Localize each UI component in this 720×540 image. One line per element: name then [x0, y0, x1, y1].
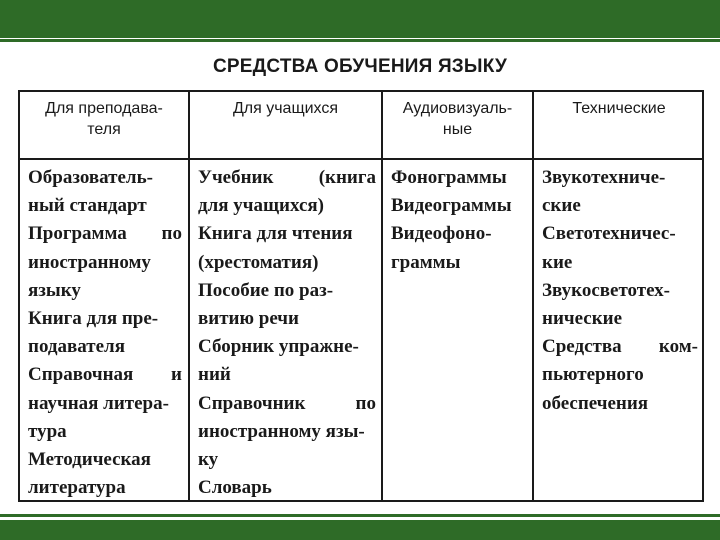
cell-line — [542, 192, 698, 220]
means-table — [18, 90, 704, 502]
cell-line — [542, 390, 698, 418]
cell-line — [198, 249, 376, 277]
cell-text: по — [355, 392, 376, 414]
cell-text: Справочная — [28, 364, 134, 386]
cell-text: ские — [542, 195, 581, 217]
column-teacher — [28, 164, 182, 502]
cell-text: (хрестоматия) — [198, 251, 319, 273]
cell-text: и — [171, 364, 182, 386]
cell-text: тура — [28, 420, 67, 442]
header-audiovisual — [383, 98, 532, 140]
top-green-band — [0, 0, 720, 44]
cell-text: Звукосветотех- — [542, 279, 671, 301]
cell-text: витию речи — [198, 308, 299, 330]
cell-text: научная литера- — [28, 392, 169, 414]
header-line: теля — [87, 121, 121, 138]
cell-line — [542, 164, 698, 192]
cell-line — [28, 474, 182, 502]
column-divider — [532, 92, 534, 500]
cell-line — [198, 305, 376, 333]
header-line: Для преподава- — [45, 100, 163, 117]
cell-text: Видеофоно- — [391, 223, 492, 245]
cell-text: ный стандарт — [28, 195, 147, 217]
column-divider — [381, 92, 383, 500]
cell-text: Сборник упражне- — [198, 336, 359, 358]
cell-line — [198, 220, 376, 248]
cell-text: ний — [198, 364, 231, 386]
cell-text: Образователь- — [28, 167, 153, 188]
header-line: Технические — [572, 100, 666, 117]
cell-line — [542, 220, 698, 248]
header-line: Аудиовизуаль- — [402, 100, 513, 117]
column-divider — [188, 92, 190, 500]
cell-line — [28, 333, 182, 361]
header-teacher — [20, 98, 188, 140]
cell-text: Средства — [542, 336, 622, 358]
cell-line — [198, 418, 376, 446]
cell-text: по — [161, 223, 182, 245]
cell-line — [198, 333, 376, 361]
cell-text: Справочник — [198, 392, 306, 414]
cell-line — [198, 474, 376, 502]
cell-line — [28, 361, 182, 389]
cell-line — [542, 277, 698, 305]
cell-text: (книга — [318, 167, 376, 188]
cell-line — [198, 192, 376, 220]
cell-text: Звукотехниче- — [542, 167, 666, 188]
cell-text: кие — [542, 251, 573, 273]
header-technical — [534, 98, 704, 119]
cell-line — [28, 305, 182, 333]
slide-title: СРЕДСТВА ОБУЧЕНИЯ ЯЗЫКУ — [213, 56, 507, 77]
header-line: Для учащихся — [232, 100, 339, 117]
cell-line — [28, 418, 182, 446]
cell-line — [28, 446, 182, 474]
cell-line — [198, 390, 376, 418]
cell-text: Методическая — [28, 449, 151, 471]
column-audiovisual — [391, 164, 529, 277]
cell-text: иностранному язы- — [198, 420, 365, 442]
cell-line — [542, 249, 698, 277]
cell-text: Словарь — [198, 477, 272, 499]
cell-text: Пособие по раз- — [198, 279, 334, 301]
cell-text: подавателя — [28, 336, 125, 358]
cell-line — [391, 220, 529, 248]
header-divider — [20, 158, 702, 160]
cell-text: Книга для пре- — [28, 308, 159, 330]
cell-text: Видеограммы — [391, 195, 512, 217]
cell-text: пьютерного — [542, 364, 644, 386]
cell-text: литература — [28, 477, 126, 499]
cell-text: для учащихся) — [198, 195, 324, 217]
cell-text: ком- — [658, 336, 698, 358]
cell-line — [28, 390, 182, 418]
cell-line — [391, 164, 529, 192]
cell-line — [198, 446, 376, 474]
cell-line — [28, 220, 182, 248]
cell-line — [542, 305, 698, 333]
column-technical — [542, 164, 698, 418]
cell-line — [198, 361, 376, 389]
cell-text: иностранному — [28, 251, 151, 273]
cell-text: языку — [28, 279, 81, 301]
cell-line — [391, 192, 529, 220]
cell-line — [28, 164, 182, 192]
cell-text: ку — [198, 449, 219, 471]
cell-text: обеспечения — [542, 392, 649, 414]
cell-text: Программа — [28, 223, 127, 245]
cell-line — [198, 277, 376, 305]
cell-line — [542, 361, 698, 389]
cell-line — [542, 333, 698, 361]
cell-text: Книга для чтения — [198, 223, 353, 245]
cell-text: Фонограммы — [391, 167, 507, 188]
cell-text: нические — [542, 308, 623, 330]
header-line: ные — [442, 121, 473, 138]
cell-line — [28, 277, 182, 305]
cell-line — [28, 192, 182, 220]
cell-line — [198, 164, 376, 192]
bottom-green-band — [0, 520, 720, 540]
cell-line — [28, 249, 182, 277]
header-students — [190, 98, 381, 119]
column-students — [198, 164, 376, 502]
cell-text: Учебник — [198, 167, 274, 188]
cell-text: Светотехничес- — [542, 223, 676, 245]
cell-text: граммы — [391, 251, 461, 273]
cell-line — [391, 249, 529, 277]
